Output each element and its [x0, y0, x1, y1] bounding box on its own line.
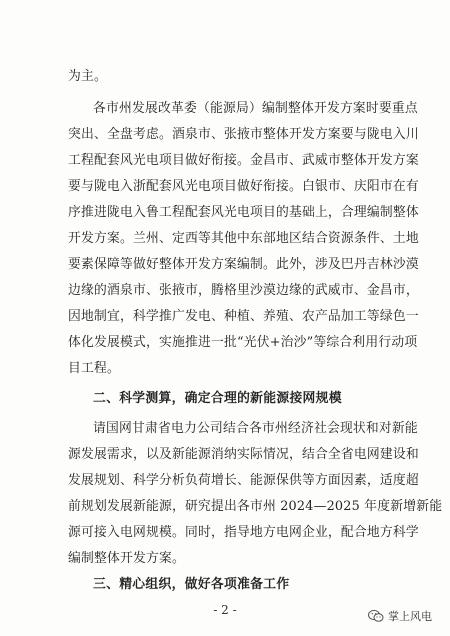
paragraph-line: 编制整体开发方案。: [68, 551, 185, 566]
paragraph-line: 工程配套风光电项目做好衔接。金昌市、武威市整体开发方案: [68, 153, 419, 168]
paragraph-line: 目工程。: [68, 361, 120, 376]
paragraph-line: 要与陇电入浙配套风光电项目做好衔接。白银市、庆阳市在有: [68, 179, 419, 194]
section-heading-2: 二、科学测算，确定合理的新能源接网规模: [93, 391, 342, 406]
watermark-text: 掌上风电: [388, 610, 432, 623]
paragraph-line: 前规划发展新能源，研究提出各市州 2024—2025 年度新增新能: [68, 499, 443, 514]
paragraph-line: 体化发展模式，实施推进一批“光伏+治沙”等综合利用行动项: [68, 335, 418, 350]
paragraph-line: 要素保障等做好整体开发方案编制。此外，涉及巴丹吉林沙漠: [68, 257, 419, 272]
paragraph-line: 突出、全盘考虑。酒泉市、张掖市整体开发方案要与陇电入川: [68, 127, 419, 142]
wechat-icon: [368, 609, 384, 623]
paragraph-line: 请国网甘肃省电力公司结合各市州经济社会现状和对新能: [93, 421, 418, 436]
page-number: - 2 -: [213, 603, 237, 617]
section-heading-3: 三、精心组织，做好各项准备工作: [93, 577, 290, 592]
paragraph-line: 源发展需求，以及新能源消纳实际情况，结合全省电网建设和: [68, 447, 419, 462]
paragraph-line: 发展规划、科学分析负荷增长、能源保供等方面因素，适度超: [68, 473, 419, 488]
paragraph-line: 为主。: [68, 69, 107, 84]
watermark: [368, 608, 432, 624]
paragraph-line: 开发方案。兰州、定西等其他中东部地区结合资源条件、土地: [68, 231, 419, 246]
paragraph-line: 因地制宜，科学推广发电、种植、养殖、农产品加工等绿色一: [68, 309, 419, 324]
paragraph-line: 边缘的酒泉市、张掖市，腾格里沙漠边缘的武威市、金昌市，: [68, 283, 419, 298]
paragraph-line: 序推进陇电入鲁工程配套风光电项目的基础上，合理编制整体: [68, 205, 419, 220]
paragraph-line: 源可接入电网规模。同时，指导地方电网企业，配合地方科学: [68, 525, 419, 540]
paragraph-line: 各市州发展改革委（能源局）编制整体开发方案时要重点: [93, 101, 418, 116]
